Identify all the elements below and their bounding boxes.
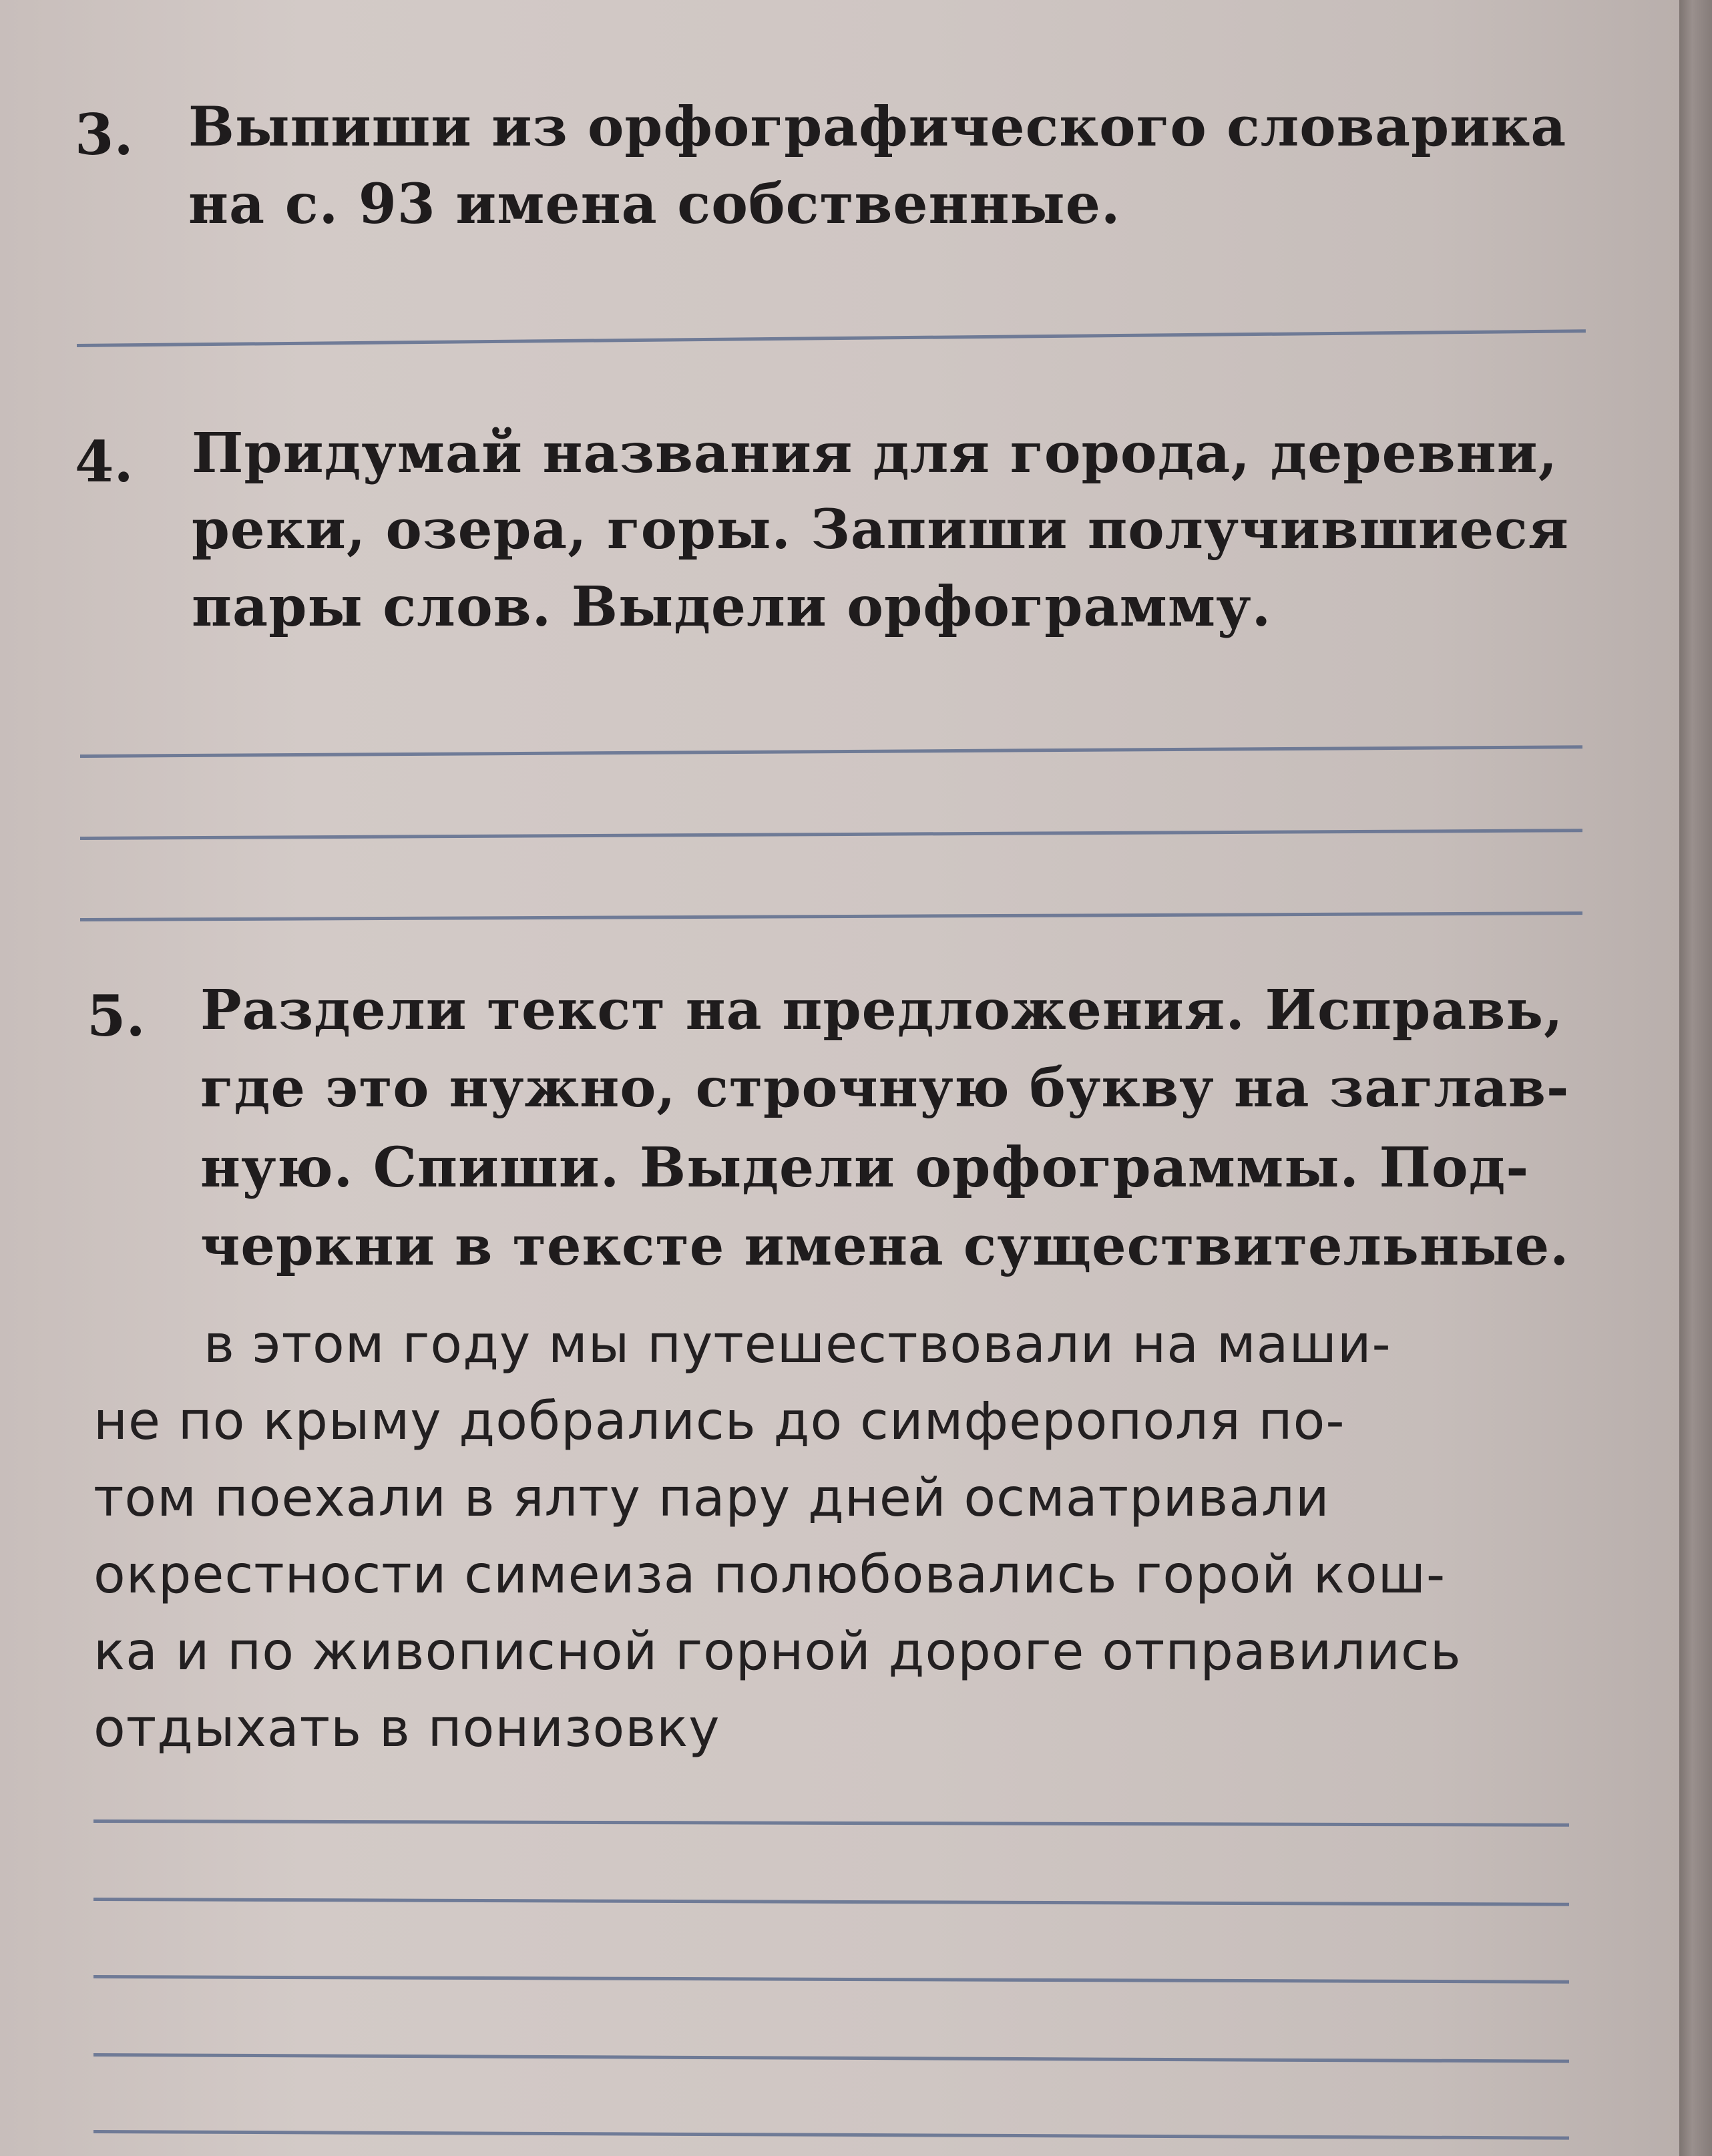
exercise-text-line-1: в этом году мы путешествовали на маши- [204, 1315, 1392, 1375]
task-4-number: 4. [75, 429, 134, 495]
task-5-line-4: черкни в тексте имена существительные. [200, 1215, 1570, 1278]
exercise-text-line-3: том поехали в ялту пару дней осматривали [93, 1468, 1330, 1528]
answer-line [93, 1898, 1569, 1906]
exercise-text-line-4: окрестности симеиза полюбовались горой кош- [93, 1545, 1446, 1605]
task-5-line-2: где это нужно, строчную букву на заглав- [200, 1056, 1570, 1120]
answer-line [80, 745, 1582, 758]
answer-line [93, 2130, 1569, 2140]
task-5-number: 5. [87, 983, 146, 1049]
task-3-number: 3. [75, 101, 134, 168]
exercise-text-line-5: ка и по живописной горной дороге отправились [93, 1622, 1462, 1682]
answer-line [80, 911, 1582, 921]
answer-line [93, 2053, 1569, 2063]
page-binding-edge [1679, 0, 1712, 2156]
exercise-text-line-2: не по крыму добрались до симферополя по- [93, 1391, 1345, 1452]
task-5-line-1: Раздели текст на предложения. Исправь, [200, 978, 1564, 1042]
task-3-line-1: Выпиши из орфографического словарика [188, 95, 1567, 159]
task-3-line-2: на с. 93 имена собственные. [188, 172, 1121, 236]
answer-line [77, 329, 1586, 347]
task-5-line-3: ную. Спиши. Выдели орфограммы. Под- [200, 1136, 1530, 1200]
task-4-line-2: реки, озера, горы. Запиши получившиеся [192, 498, 1569, 562]
exercise-text-line-6: отдыхать в понизовку [93, 1699, 720, 1759]
answer-line [93, 1819, 1569, 1827]
answer-line [80, 829, 1582, 840]
answer-line [93, 1975, 1569, 1984]
task-4-line-3: пары слов. Выдели орфограмму. [192, 575, 1272, 639]
task-4-line-1: Придумай названия для города, деревни, [192, 421, 1558, 485]
